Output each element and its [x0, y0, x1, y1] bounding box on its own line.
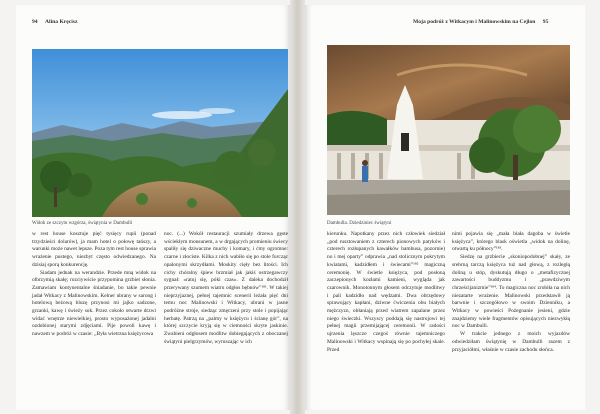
book-gutter	[290, 0, 305, 414]
paragraph: noc. (...) Wokół restauracji szumiały drzewa gęste wściekłym monsunem, a w drgających promieniu świecy spaliły się dziwaczne muchy i komary, i ćmy ogromne: czarne i złociste. Kilka z nich wabiło się po stole furcząc opalonymi skrzydłami. Moskity cięły bez litości. Ich cichy chóralny śpiew brzmiał jak jakiś ostrzegawczy sygnał: «ratuj się, póki czas». Z daleka dochodził przerywany szumem wiatru odgłos bębnów”¹⁸¹. W takiej nieprzyjaznej, pełnej tajemnic scenerii leżała pięć dni temu noc Malinowski i Witkacy, ubrani w jasne podróżne stroje, siedząc zmęczeni przy stole i popijając herbatę. Patrzą na „palmy w księżycu i ścianę gór”, na której szczycie kryją się w ciemności skryte jaskinie. Zwabieni odgłosem modlitw dobiegających z oboczanej świątyni pielgrzymów, wyruszając w ich	[164, 231, 288, 345]
left-column-2	[164, 231, 288, 347]
left-page-number: 94	[32, 19, 38, 25]
paragraph: nimi pojawia się „mała biała dagoba w świetle księżyca”, którego blask oświetla „widok na dolinę, otwartą ku północy”¹⁸³.	[452, 231, 570, 253]
right-running-title: Moja podróż z Witkacym i Malinowskim na Cejlon	[413, 19, 536, 25]
temple-photo	[327, 45, 570, 215]
right-page	[305, 5, 585, 410]
paragraph: Siedzę na grzbiecie „skoniopodobnej” skały, ze srebrną tarczą księżyca tuż nad głową, z rozległą doliną u stóp, dyskutują długo o „metafizycznej zawartości buddyzmu i „prawdziwym chrześcijanizmie”¹⁸⁴. To magiczna noc zrobiła na nich niezatarte wrażenie. Malinowski przedstawił ją barwnie i szczegółowo w swoim Dzienniku, a Witkacy w powieści Pożegnanie jesieni, gdzie znajdziemy wiele fragmentów opisujących niezwykłą noc w Dambulli.	[452, 254, 570, 330]
landscape-photo	[32, 49, 288, 217]
right-photo-caption: Dambulla. Dziedziniec świątyni	[327, 221, 392, 226]
left-author-name: Alina Kręcisz	[45, 19, 78, 25]
right-column-2	[452, 231, 570, 354]
paragraph: Siadam jednak na werandzie. Przede mną widok na olbrzymią skałę; rozciywście przypomina grzbiet słonia. Zamawiam kontynentalne śniadanie, bo takie pewnie jadał Witkacy z Malinowskim. Kelner ubrany w sarong i hotelową beżową bluzę przynosi mi jajko sadzone, grzanki, kawę i świeży sok. Przez cokoło otwarte drzwi widać wnętrze niewielkiej, prosto wyposażonej jadalni ozdobionej starymi zdjęciami. Pije powoli kawę i nawzem w podróż w czasie: „Była wietrzna księżycowa	[32, 269, 156, 338]
right-running-head	[413, 19, 548, 25]
right-page-number: 95	[542, 19, 549, 25]
paragraph: W trakcie jednego z moich wyjazdów odwiedziłam świątynię w Dambulli razem z przyjaciółmi, właśnie w czasie zachodu słońca.	[452, 331, 570, 353]
left-photo-caption: Widok ze szczytu wzgórza, świątynia w Dambulli	[32, 221, 133, 226]
paragraph: kierunku. Napotkany przez nich człowiek siedział „pod rusztowaniem z czterech pionowych patyków i czterech rozłupanych kawałków bambusa, pozornie) no i mej oparty” odprawia „nad stolicznym pokrytym kwiatami, kadzidłem i świecami”¹⁸² magiczną ceremonię. W świetle księżyca, pod posłoną zaczepionych kozłami kamieni, wygląda jak czarownik. Monotonnym głosem odczytuje modlitwy i pali kadzidło nad wędzami. Dwa obrzędowy sprawujący kapłani, dziwne ćwiczenia obu białych mężczyzn, obłaniają przed wiatrem zapalane przez niego świeczki. Wszyscy poddają się nastrojowi tej pełnej magii przemijającej ceremonii. W radości ujrzenia lęszcze czegoś równie tajemniczego Malinowski i Witkacy wspinają się po pochyłej skale. Przed	[327, 231, 445, 353]
left-page	[16, 5, 290, 410]
left-running-head	[32, 19, 77, 25]
left-column-1	[32, 231, 156, 339]
paragraph: w rest house kosztuje pięć tysięcy rupii (ponad trzydzieści dolarów), ja mam hotel o połowę tańszy, a warunki może nawet lepsze. Poza tym rest house sprawia wrażenie pustego, niezbyt często odwiedzanego. Na dzisiaj sporą konkurencję.	[32, 231, 156, 268]
person-figure	[362, 160, 368, 182]
right-column-1	[327, 231, 445, 354]
